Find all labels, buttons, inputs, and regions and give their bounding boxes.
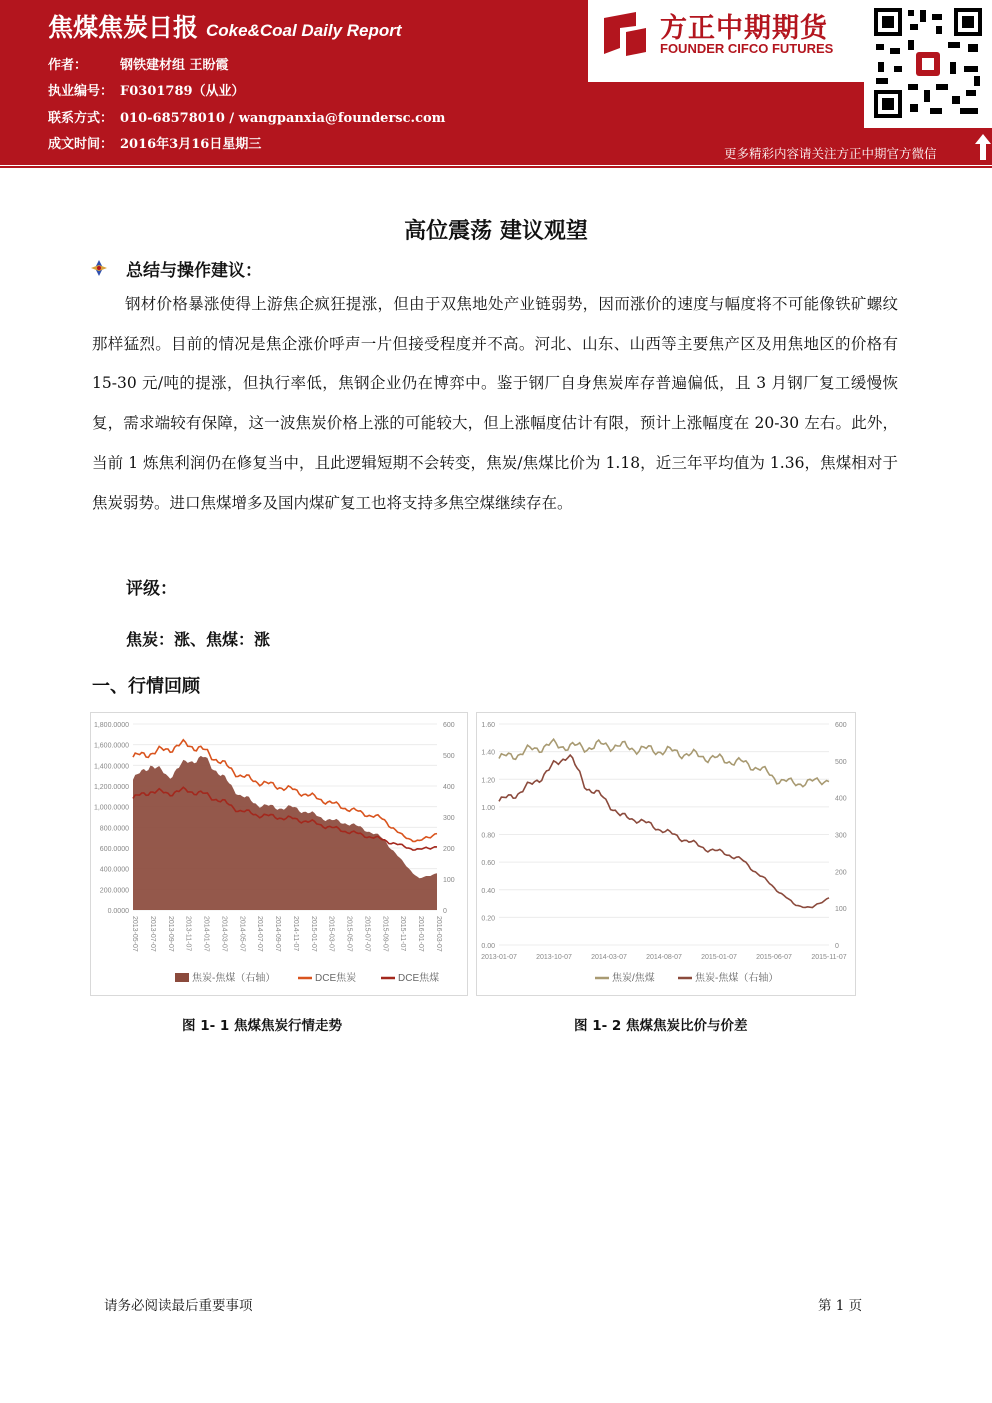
x-tick-label: 2015-01-07 bbox=[701, 954, 737, 961]
x-tick-label: 2016-01-07 bbox=[417, 916, 425, 952]
y-left-tick-label: 1.20 bbox=[481, 777, 495, 785]
rating-heading: 评级： bbox=[126, 579, 177, 599]
y-left-tick-label: 1,800.0000 bbox=[93, 722, 129, 729]
y-right-tick-label: 400 bbox=[443, 784, 455, 791]
y-right-tick-label: 400 bbox=[835, 795, 847, 803]
legend-label: 焦炭-焦煤（右轴） bbox=[695, 973, 779, 984]
y-left-tick-label: 1.00 bbox=[481, 804, 495, 812]
x-tick-label: 2015-06-07 bbox=[756, 954, 792, 961]
x-tick-label: 2015-07-07 bbox=[363, 916, 371, 952]
qr-code-icon bbox=[864, 0, 992, 128]
chart-ratio-spread bbox=[477, 713, 855, 995]
x-tick-label: 2016-03-07 bbox=[435, 916, 442, 952]
footer-page-number: 第 1 页 bbox=[818, 1298, 863, 1314]
y-right-tick-label: 100 bbox=[443, 877, 455, 884]
series-area bbox=[133, 756, 437, 910]
y-left-tick-label: 1.60 bbox=[481, 722, 495, 729]
y-right-tick-label: 0 bbox=[443, 908, 447, 915]
figure-caption-2: 图 1- 2 焦煤焦炭比价与价差 bbox=[574, 1018, 748, 1034]
x-tick-label: 2015-03-07 bbox=[327, 916, 335, 952]
y-left-tick-label: 0.80 bbox=[481, 832, 495, 840]
header-divider-thin bbox=[0, 166, 992, 168]
y-right-tick-label: 100 bbox=[835, 906, 847, 914]
legend-swatch bbox=[175, 973, 189, 982]
y-left-tick-label: 1,400.0000 bbox=[93, 763, 129, 771]
author-label: 作者： bbox=[48, 58, 88, 73]
legend-label: 焦炭-焦煤（右轴） bbox=[192, 973, 276, 984]
x-tick-label: 2014-05-07 bbox=[238, 916, 246, 952]
x-tick-label: 2013-01-07 bbox=[481, 954, 517, 961]
y-left-tick-label: 400.0000 bbox=[99, 866, 129, 874]
y-right-tick-label: 600 bbox=[835, 722, 847, 729]
report-title-en: Coke&Coal Daily Report bbox=[206, 21, 402, 40]
y-right-tick-label: 600 bbox=[443, 722, 455, 729]
x-tick-label: 2013-07-07 bbox=[148, 916, 156, 952]
license-row bbox=[48, 80, 245, 99]
y-right-tick-label: 500 bbox=[835, 758, 847, 766]
y-left-tick-label: 800.0000 bbox=[99, 825, 129, 833]
author-value: 钢铁建材组 王盼霞 bbox=[120, 58, 229, 73]
wechat-qr-code bbox=[864, 0, 992, 128]
x-tick-label: 2013-05-07 bbox=[131, 916, 138, 952]
x-tick-label: 2014-03-07 bbox=[220, 916, 228, 952]
author-row bbox=[48, 54, 229, 73]
report-title bbox=[48, 8, 402, 44]
up-arrow-icon bbox=[975, 134, 991, 160]
report-title-cn: 焦煤焦炭日报 bbox=[48, 13, 199, 42]
y-left-tick-label: 0.00 bbox=[481, 943, 495, 950]
y-left-tick-label: 1,000.0000 bbox=[93, 804, 129, 812]
y-right-tick-label: 300 bbox=[443, 815, 455, 822]
rating-value: 焦炭：涨、焦煤：涨 bbox=[126, 630, 271, 649]
y-left-tick-label: 0.40 bbox=[481, 887, 495, 895]
chart-2-frame bbox=[476, 712, 856, 996]
chart-coke-coal-trend bbox=[91, 713, 467, 995]
y-right-tick-label: 300 bbox=[835, 832, 847, 840]
y-left-tick-label: 0.60 bbox=[481, 860, 495, 868]
bullet-diamond-icon bbox=[90, 259, 108, 277]
x-tick-label: 2015-11-07 bbox=[811, 954, 847, 961]
legend-label: DCE焦炭 bbox=[315, 973, 357, 984]
wechat-follow-note: 更多精彩内容请关注方正中期官方微信 bbox=[724, 146, 937, 161]
contact-row bbox=[48, 107, 445, 126]
section-heading-market-review: 一、行情回顾 bbox=[92, 676, 200, 697]
license-label: 执业编号： bbox=[48, 84, 114, 99]
legend-label: 焦炭/焦煤 bbox=[612, 973, 655, 984]
y-left-tick-label: 1.40 bbox=[481, 749, 495, 757]
date-row bbox=[48, 133, 261, 152]
y-right-tick-label: 0 bbox=[835, 943, 839, 950]
logo-text-en: FOUNDER CIFCO FUTURES bbox=[660, 41, 834, 56]
figure-caption-1: 图 1- 1 焦煤焦炭行情走势 bbox=[182, 1018, 342, 1034]
founder-logo-icon bbox=[600, 8, 650, 58]
x-tick-label: 2013-09-07 bbox=[166, 916, 174, 952]
contact-value: 010-68578010 / wangpanxia@foundersc.com bbox=[120, 111, 446, 126]
date-value: 2016年3月16日星期三 bbox=[120, 137, 262, 152]
summary-heading: 总结与操作建议： bbox=[126, 261, 262, 281]
x-tick-label: 2014-08-07 bbox=[646, 954, 682, 961]
y-left-tick-label: 0.0000 bbox=[107, 908, 129, 915]
x-tick-label: 2013-10-07 bbox=[536, 954, 572, 961]
y-left-tick-label: 200.0000 bbox=[99, 887, 129, 895]
x-tick-label: 2014-07-07 bbox=[256, 916, 264, 952]
y-right-tick-label: 200 bbox=[443, 846, 455, 853]
x-tick-label: 2013-11-07 bbox=[184, 916, 192, 952]
y-left-tick-label: 1,200.0000 bbox=[93, 784, 129, 791]
y-left-tick-label: 600.0000 bbox=[99, 846, 129, 853]
contact-label: 联系方式： bbox=[48, 111, 114, 126]
x-tick-label: 2015-01-07 bbox=[309, 916, 317, 952]
series-line bbox=[499, 755, 829, 907]
y-left-tick-label: 1,600.0000 bbox=[93, 742, 129, 750]
header-divider bbox=[0, 162, 992, 165]
x-tick-label: 2015-11-07 bbox=[399, 916, 407, 952]
legend-label: DCE焦煤 bbox=[398, 973, 440, 984]
x-tick-label: 2014-11-07 bbox=[291, 916, 299, 952]
y-right-tick-label: 200 bbox=[835, 869, 847, 877]
y-right-tick-label: 500 bbox=[443, 753, 455, 760]
logo-text-cn: 方正中期期货 bbox=[660, 13, 828, 44]
x-tick-label: 2014-03-07 bbox=[591, 954, 627, 961]
date-label: 成文时间： bbox=[48, 137, 114, 152]
x-tick-label: 2014-09-07 bbox=[274, 916, 282, 952]
document-title: 高位震荡 建议观望 bbox=[404, 218, 588, 244]
x-tick-label: 2015-05-07 bbox=[345, 916, 353, 952]
chart-1-frame bbox=[90, 712, 468, 996]
footer-disclaimer-note: 请务必阅读最后重要事项 bbox=[104, 1298, 253, 1314]
x-tick-label: 2015-09-07 bbox=[381, 916, 389, 952]
x-tick-label: 2014-01-07 bbox=[202, 916, 210, 952]
y-left-tick-label: 0.20 bbox=[481, 915, 495, 923]
license-value: F0301789（从业） bbox=[120, 84, 245, 99]
summary-paragraph: 钢材价格暴涨使得上游焦企疯狂提涨，但由于双焦地处产业链弱势，因而涨价的速度与幅度将不可能像铁矿螺纹那样猛烈。目前的情况是焦企涨价呼声一片但接受程度并不高。河北、山东、山西等主要焦产区及用焦地区的价格有 15-30 元/吨的提涨，但执行率低，焦钢企业仍在博弈中。鉴于钢厂自身焦炭库存普遍偏低，且 3 月钢厂复工缓慢恢复，需求端较有保障，这一波焦炭价格上涨的可能较大，但上涨幅度估计有限，预计上涨幅度在 20-30 左右。此外，当前 1 炼焦利润仍在修复当中，且此逻辑短期不会转变，焦炭/焦煤比价为 1.18，近三年平均值为 1.36，焦煤相对于焦炭弱势。进口焦煤增多及国内煤矿复工也将支持多焦空煤继续存在。 bbox=[92, 295, 898, 512]
